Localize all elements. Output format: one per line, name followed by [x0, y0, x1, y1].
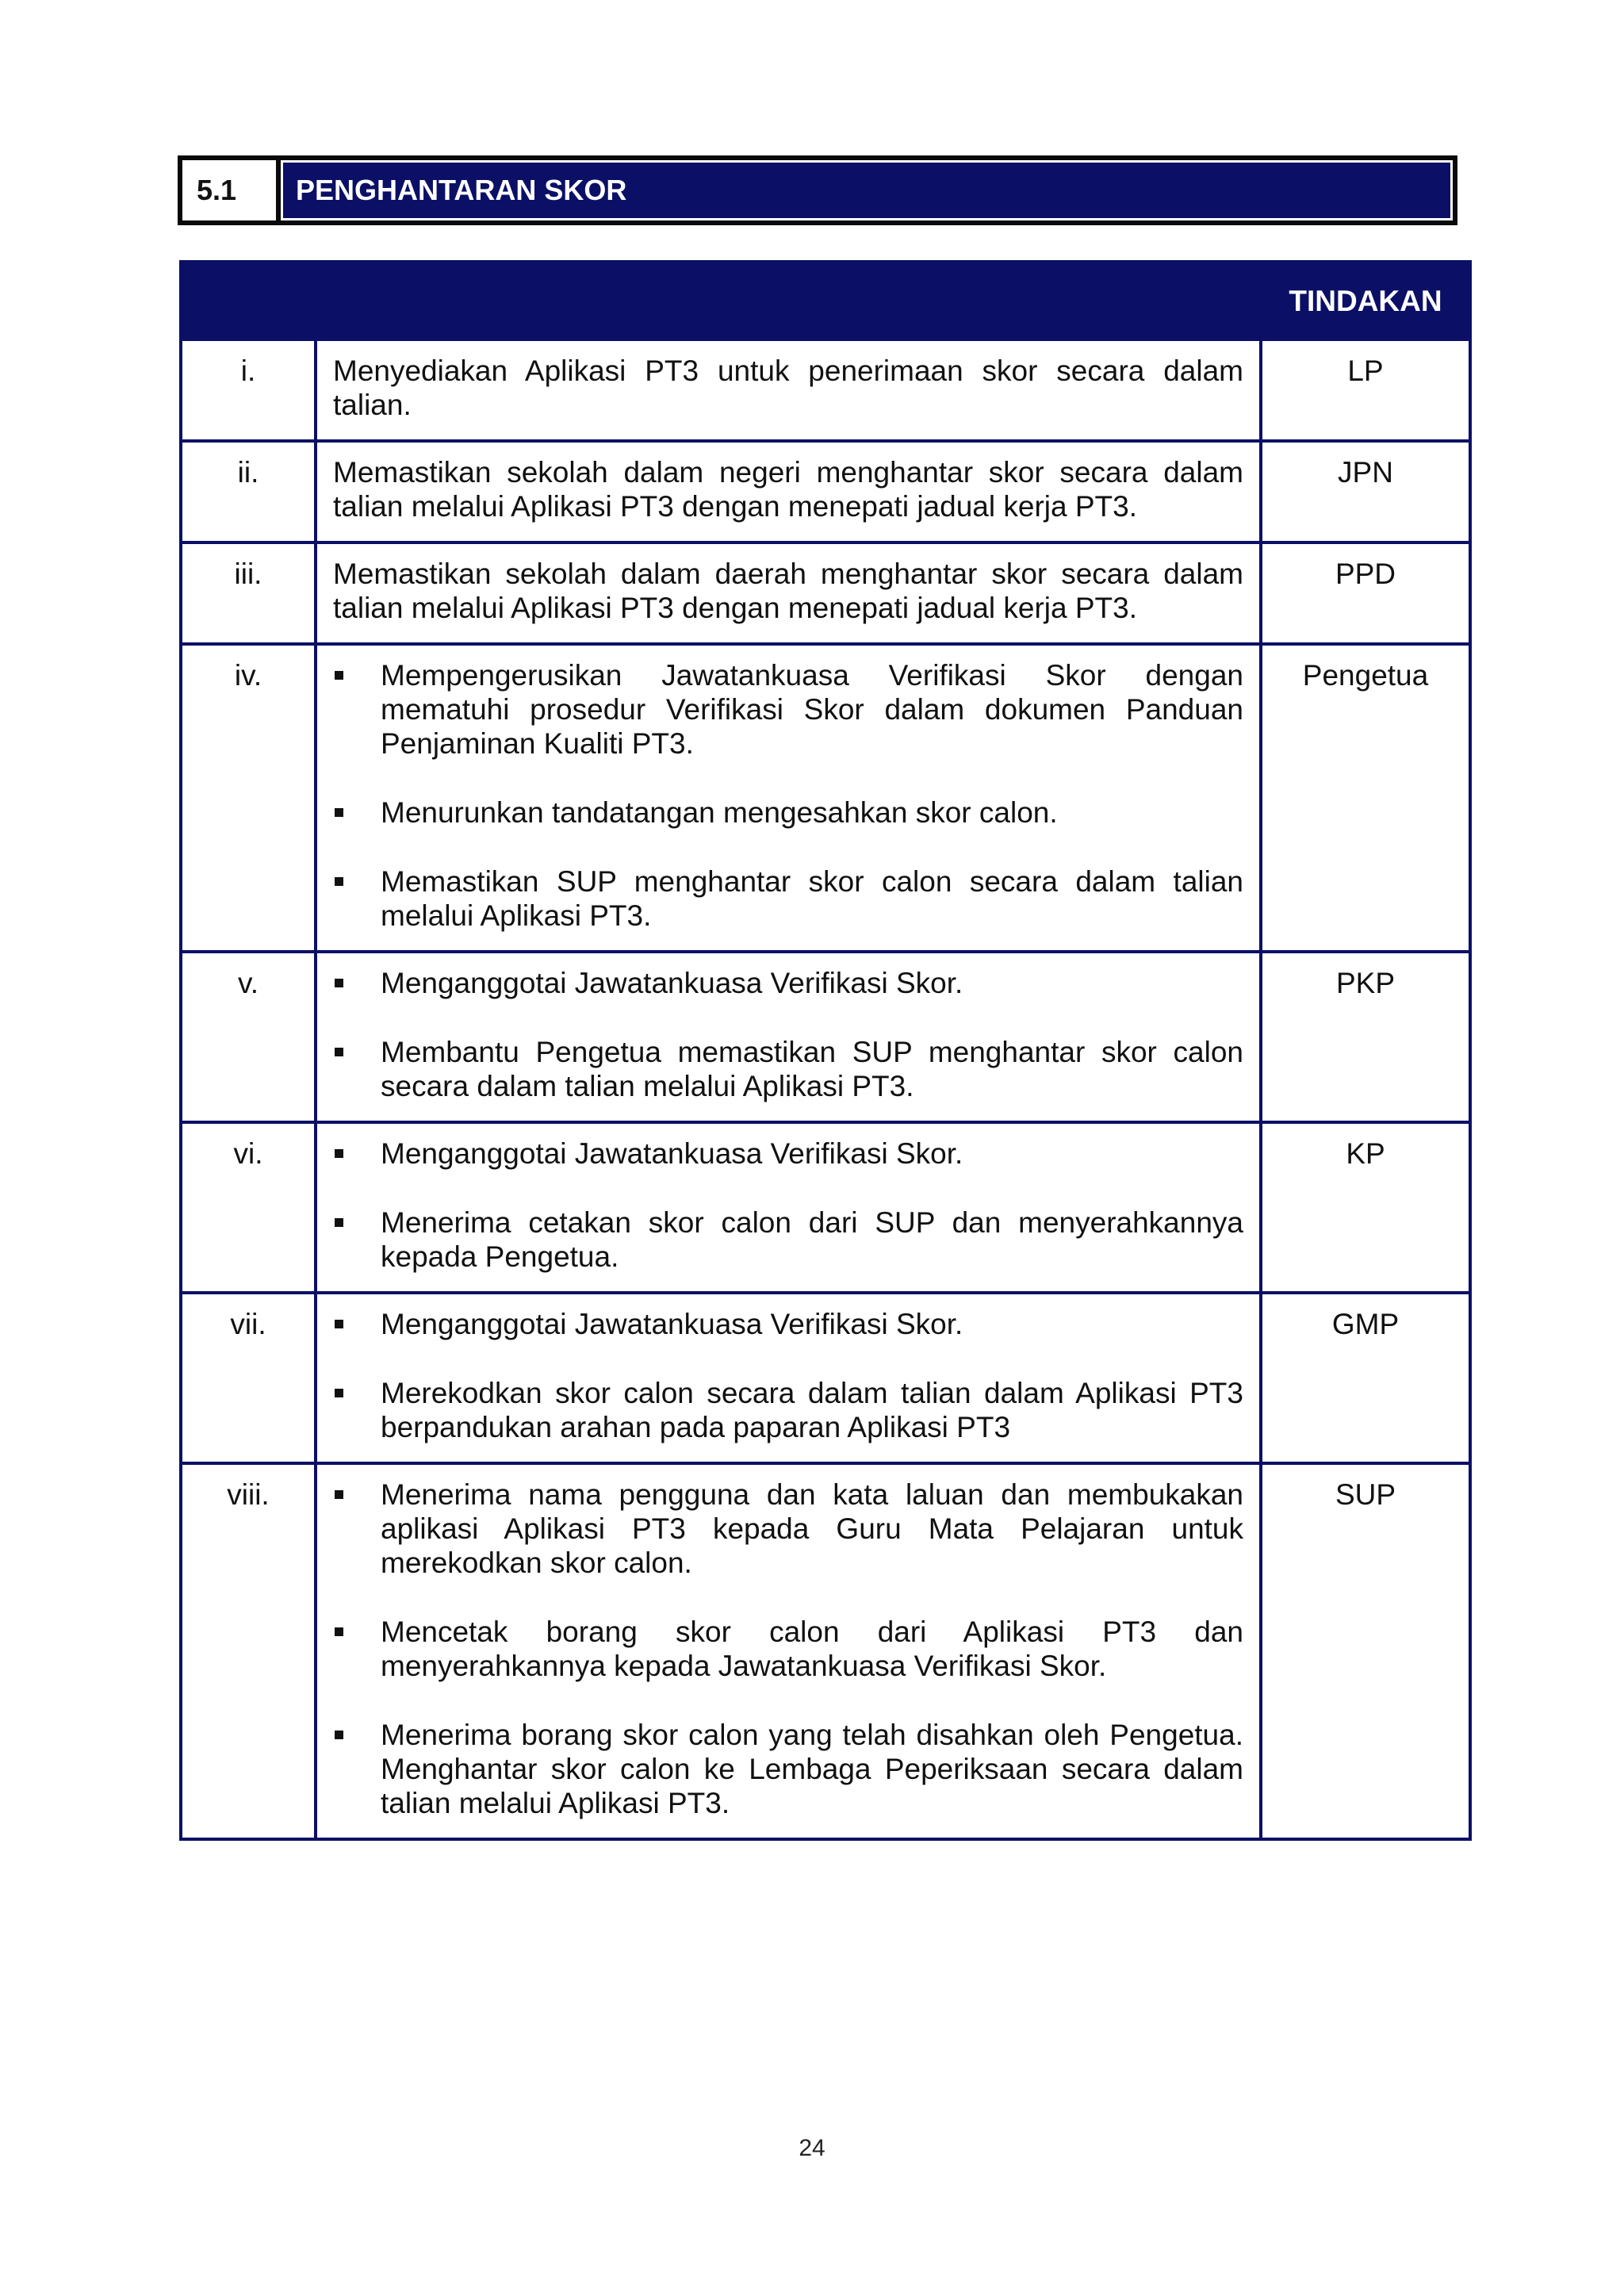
- row-number: i.: [181, 339, 316, 441]
- row-description: [316, 542, 1261, 644]
- table-header-row: [181, 262, 1470, 339]
- header-number-cell: [181, 262, 316, 339]
- table-row: [181, 644, 1470, 952]
- table-row: [181, 1293, 1470, 1463]
- row-actor: PPD: [1261, 542, 1470, 644]
- table-row: [181, 441, 1470, 542]
- row-description: [316, 1293, 1261, 1463]
- row-actor: LP: [1261, 339, 1470, 441]
- bullet-list: [333, 1137, 1243, 1274]
- page-number: 24: [799, 2135, 825, 2161]
- row-description: [316, 644, 1261, 952]
- procedure-table: [179, 260, 1472, 1841]
- bullet-list: [333, 658, 1243, 933]
- bullet-item: Memastikan SUP menghantar skor calon secara dalam talian melalui Aplikasi PT3.: [333, 864, 1243, 933]
- bullet-item: Menganggotai Jawatankuasa Verifikasi Skor.: [333, 1307, 1243, 1341]
- section-header: [178, 155, 1457, 225]
- row-description: [316, 1122, 1261, 1293]
- bullet-list: [333, 966, 1243, 1103]
- row-number: ii.: [181, 441, 316, 542]
- row-number: viii.: [181, 1463, 316, 1839]
- row-actor: SUP: [1261, 1463, 1470, 1839]
- row-number: vi.: [181, 1122, 316, 1293]
- row-actor: JPN: [1261, 441, 1470, 542]
- bullet-item: Menurunkan tandatangan mengesahkan skor calon.: [333, 795, 1243, 830]
- bullet-item: Menerima borang skor calon yang telah disahkan oleh Pengetua. Menghantar skor calon ke Lembaga Peperiksaan secara dalam talian melalui Aplikasi PT3.: [333, 1718, 1243, 1820]
- section-number: 5.1: [182, 160, 281, 220]
- table-row: [181, 1463, 1470, 1839]
- row-text: Memastikan sekolah dalam negeri menghantar skor secara dalam talian melalui Aplikasi PT3 dengan menepati jadual kerja PT3.: [333, 456, 1243, 523]
- section-title: PENGHANTARAN SKOR: [283, 163, 1450, 218]
- row-text: Menyediakan Aplikasi PT3 untuk penerimaan skor secara dalam talian.: [333, 355, 1243, 421]
- bullet-item: Menerima nama pengguna dan kata laluan dan membukakan aplikasi Aplikasi PT3 kepada Guru Mata Pelajaran untuk merekodkan skor calon.: [333, 1478, 1243, 1580]
- row-number: iii.: [181, 542, 316, 644]
- bullet-item: Menganggotai Jawatankuasa Verifikasi Skor.: [333, 1137, 1243, 1171]
- table-row: [181, 952, 1470, 1122]
- bullet-item: Menerima cetakan skor calon dari SUP dan menyerahkannya kepada Pengetua.: [333, 1205, 1243, 1274]
- bullet-item: Menganggotai Jawatankuasa Verifikasi Skor.: [333, 966, 1243, 1000]
- row-number: vii.: [181, 1293, 316, 1463]
- row-number: iv.: [181, 644, 316, 952]
- row-actor: PKP: [1261, 952, 1470, 1122]
- bullet-item: Mempengerusikan Jawatankuasa Verifikasi Skor dengan mematuhi prosedur Verifikasi Skor dalam dokumen Panduan Penjaminan Kualiti PT3.: [333, 658, 1243, 761]
- bullet-item: Membantu Pengetua memastikan SUP menghantar skor calon secara dalam talian melalui Aplikasi PT3.: [333, 1035, 1243, 1103]
- row-actor: GMP: [1261, 1293, 1470, 1463]
- row-text: Memastikan sekolah dalam daerah menghantar skor secara dalam talian melalui Aplikasi PT3 dengan menepati jadual kerja PT3.: [333, 558, 1243, 624]
- bullet-list: [333, 1307, 1243, 1444]
- table-row: [181, 1122, 1470, 1293]
- row-description: [316, 1463, 1261, 1839]
- row-number: v.: [181, 952, 316, 1122]
- row-actor: Pengetua: [1261, 644, 1470, 952]
- table-row: [181, 339, 1470, 441]
- row-description: [316, 339, 1261, 441]
- bullet-item: Merekodkan skor calon secara dalam talian dalam Aplikasi PT3 berpandukan arahan pada paparan Aplikasi PT3: [333, 1376, 1243, 1444]
- header-action-cell: TINDAKAN: [1261, 262, 1470, 339]
- table-row: [181, 542, 1470, 644]
- row-description: [316, 441, 1261, 542]
- row-description: [316, 952, 1261, 1122]
- row-actor: KP: [1261, 1122, 1470, 1293]
- header-description-cell: [316, 262, 1261, 339]
- bullet-list: [333, 1478, 1243, 1820]
- bullet-item: Mencetak borang skor calon dari Aplikasi PT3 dan menyerahkannya kepada Jawatankuasa Verifikasi Skor.: [333, 1615, 1243, 1683]
